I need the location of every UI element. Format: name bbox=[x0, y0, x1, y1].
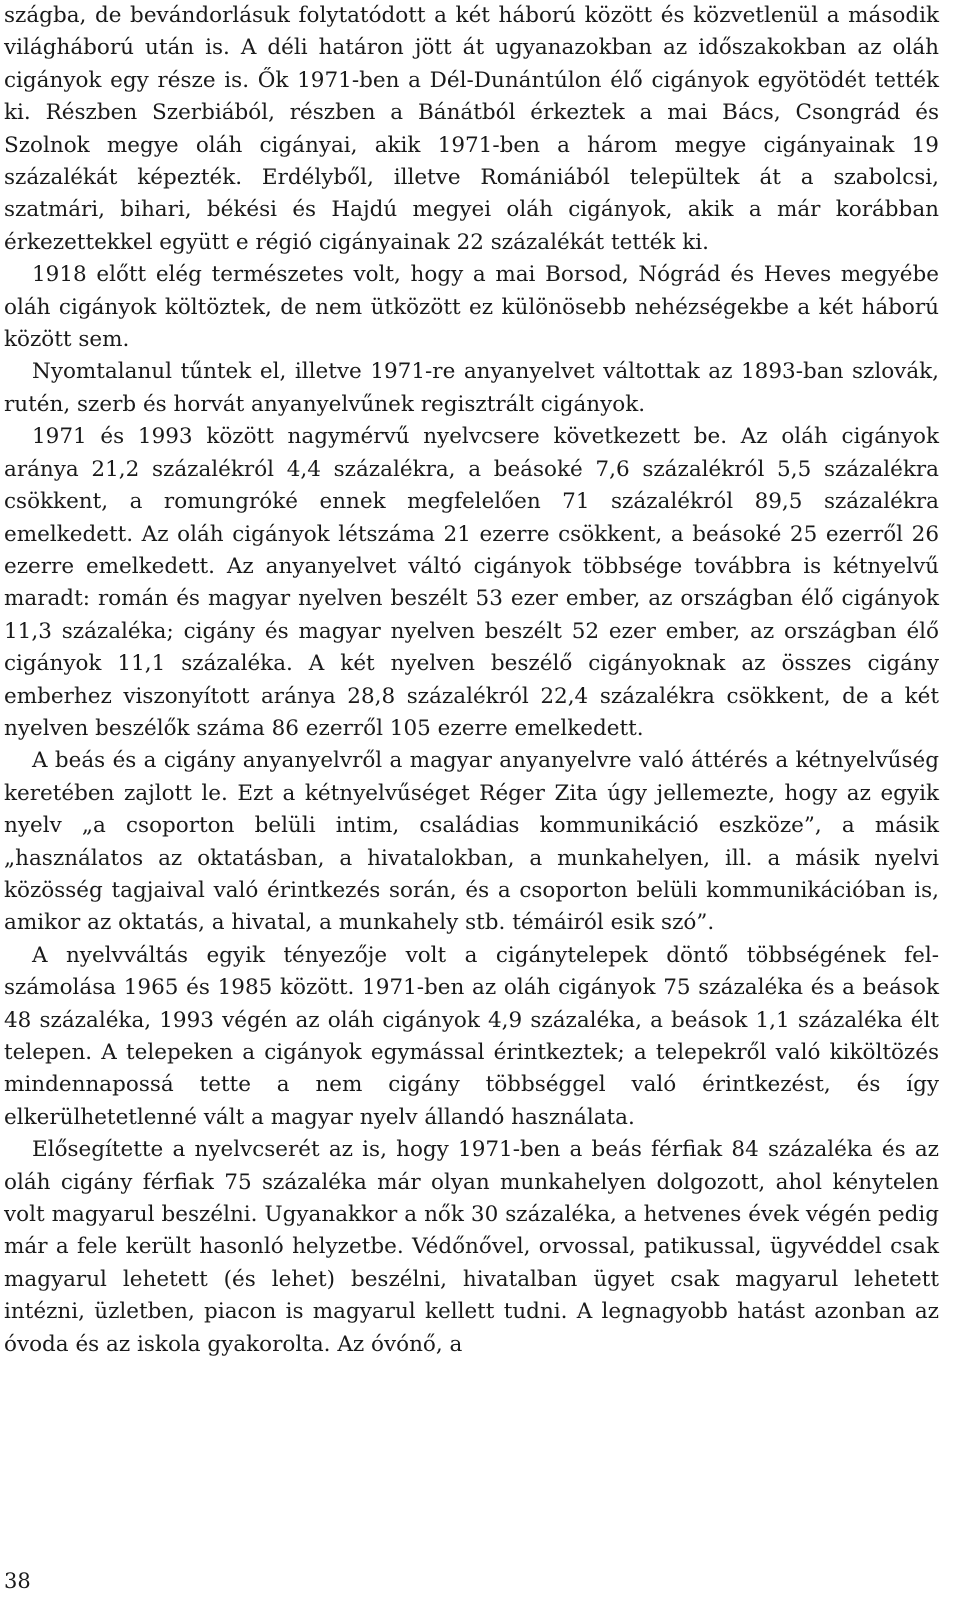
paragraph-3: Nyomtalanul tűntek el, illetve 1971-re anyanyelvet váltottak az 1893-ban szlovák, rutén, szerb és horvát anyanyelvűnek regisztrált cigányok. bbox=[4, 359, 939, 417]
paragraph-1: szágba, de bevándorlásuk folytatódott a két háború között és közvetlenül a második világháború után is. A déli határon jött át ugyanazokban az időszakokban az oláh cigányok egy része is. Ők 1971-ben a Dél-Dunántúlon élő cigányok egyötödét tették ki. Részben Szerbiából, részben a Bánátból érkeztek a mai Bács, Csongrád és Szolnok megye oláh cigányai, akik 1971-ben a három megye cigányainak 19 százalékát képezték. Erdélyből, illetve Romániából települtek át a szabolcsi, szatmári, bihari, békési és Hajdú megyei oláh cigányok, akik a már korábban érkezettekkel együtt e régió cigányainak 22 százalékát tették ki. bbox=[4, 3, 939, 255]
paragraph-6: A nyelvváltás egyik tényezője volt a cigánytelepek döntő többségének felszámolása 1965 és 1985 között. 1971-ben az oláh cigányok 75 százaléka és a beások 48 százaléka, 1993 végén az oláh cigányok 4,9 százaléka, a beások 1,1 százaléka élt telepen. A telepeken a cigányok egymással érintkeztek; a telepekről való kiköltözés mindennapossá tette a nem cigány többséggel való érintkezést, és így elkerülhetetlenné vált a magyar nyelv állandó használata. bbox=[4, 942, 939, 1130]
page-number: 38 bbox=[4, 1569, 31, 1593]
paragraph-4: 1971 és 1993 között nagymérvű nyelvcsere következett be. Az oláh cigányok aránya 21,2 százalékról 4,4 százalékra, a beásoké 7,6 százalékról 5,5 százalékra csökkent, a romungróké ennek megfelelően 71 százalékról 89,5 százalékra emelkedett. Az oláh cigányok létszáma 21 ezerre csökkent, a beásoké 25 ezerről 26 ezerre emelkedett. Az anyanyelvet váltó cigányok többsége továbbra is kétnyelvű maradt: román és magyar nyelven beszélt 53 ezer ember, az országban élő cigányok 11,3 százaléka; cigány és magyar nyelven beszélt 52 ezer ember, az országban élő cigányok 11,1 százaléka. A két nyelven beszélő cigányoknak az összes cigány emberhez viszonyított aránya 28,8 százalékról 22,4 százalékra csökkent, de a két nyelven beszélők száma 86 ezerről 105 ezerre emelkedett. bbox=[4, 424, 939, 741]
paragraph-7: Elősegítette a nyelvcserét az is, hogy 1971-ben a beás férfiak 84 százaléka és az oláh cigány férfiak 75 százaléka már olyan munkahelyen dolgozott, ahol kénytelen volt magyarul beszélni. Ugyanakkor a nők 30 százaléka, a hetvenes évek végén pedig már a fele került hasonló helyzetbe. Védőnővel, orvossal, patikussal, ügyvéddel csak magyarul lehetett (és lehet) beszélni, hivatalban ügyet csak magyarul lehetett intézni, üzletben, piacon is magyarul kellett tudni. A legnagyobb hatást azonban az óvoda és az iskola gyakorolta. Az óvónő, a bbox=[4, 1137, 939, 1357]
paragraph-2: 1918 előtt elég természetes volt, hogy a mai Borsod, Nógrád és Heves megyébe oláh cigányok költöztek, de nem ütközött ez különösebb nehézségekbe a két háború között sem. bbox=[4, 262, 939, 353]
page-body bbox=[4, 0, 939, 1361]
paragraph-5: A beás és a cigány anyanyelvről a magyar anyanyelvre való áttérés a kétnyelvűség keretében zajlott le. Ezt a kétnyelvűséget Réger Zita úgy jellemezte, hogy az egyik nyelv „a csoporton belüli intim, családias kommunikáció eszköze”, a másik „használatos az oktatásban, a hivatalokban, a munkahelyen, ill. a másik nyelvi közösség tagjaival való érintkezés során, és a csoporton belüli kommunikációban is, amikor az oktatás, a hivatal, a munkahely stb. témáiról esik szó”. bbox=[4, 748, 939, 936]
